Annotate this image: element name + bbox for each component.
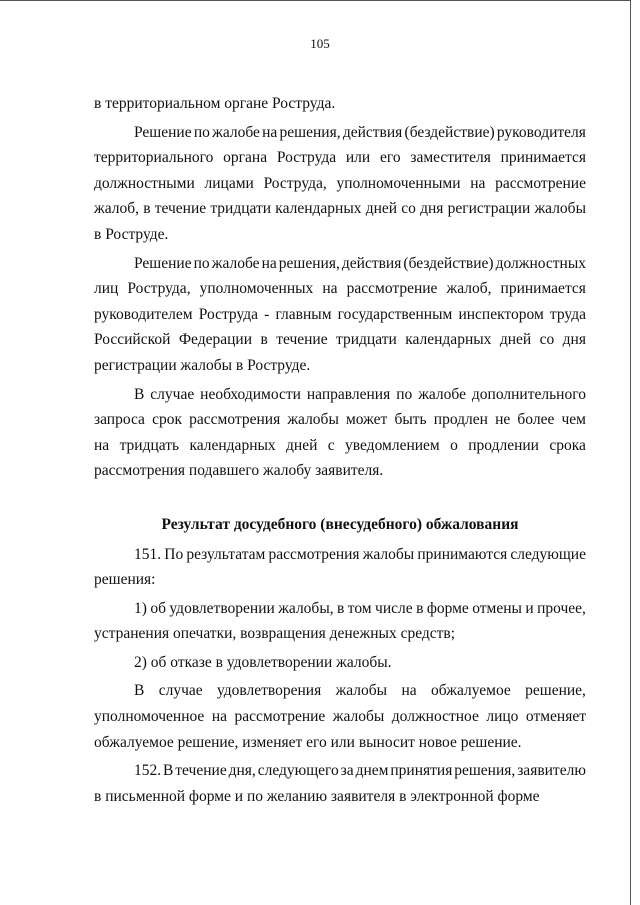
paragraph — [94, 251, 586, 379]
paragraph — [94, 596, 586, 647]
paragraph — [94, 542, 586, 593]
text-line: в территориальном органе Роструда. — [94, 95, 336, 112]
text-line: на тридцать календарных дней с уведомлением о продлении срока — [94, 436, 586, 454]
page-border-top — [0, 0, 630, 1]
paragraph — [94, 91, 586, 117]
text-line: жалоб, в течение тридцати календарных дней со дня регистрации жалобы — [94, 200, 586, 218]
text-line: В случае необходимости направления по жалобе дополнительного — [134, 385, 586, 403]
paragraph — [94, 758, 586, 809]
text-line: Российской Федерации в течение тридцати календарных дней со дня — [94, 331, 586, 349]
text-line: территориального органа Роструда или его заместителя принимается — [94, 149, 586, 167]
paragraph — [94, 120, 586, 248]
text-line: в Роструде. — [94, 225, 169, 243]
text-line: Решение по жалобе на решения, действия (бездействие) должностных — [134, 254, 586, 272]
page-number: 105 — [310, 36, 330, 51]
text-line: должностными лицами Роструда, уполномоченными на рассмотрение — [94, 174, 586, 192]
document-body — [94, 91, 586, 809]
text-line: 1) об удовлетворении жалобы, в том числе в форме отмены и прочее, — [134, 599, 586, 617]
text-line: решения: — [94, 571, 156, 589]
text-line: 152. В течение дня, следующего за днем принятия решения, заявителю — [134, 762, 586, 780]
text-line: регистрации жалобы в Роструде. — [94, 356, 311, 374]
text-line: лиц Роструда, уполномоченных на рассмотрение жалоб, принимается — [94, 280, 586, 298]
text-line: рассмотрения подавшего жалобу заявителя. — [94, 462, 384, 480]
section-heading: Результат досудебного (внесудебного) обжалования — [161, 515, 519, 533]
text-line: руководителем Роструда - главным государственным инспектором труда — [94, 305, 586, 323]
text-line: устранения опечатки, возвращения денежных средств; — [94, 625, 456, 643]
text-line: уполномоченное на рассмотрение жалобы должностное лицо отменяет — [94, 708, 586, 726]
page-border-right — [630, 0, 631, 905]
text-line: Решение по жалобе на решения, действия (бездействие) руководителя — [134, 123, 586, 141]
text-line: в письменной форме и по желанию заявителя в электронной форме — [94, 787, 540, 805]
paragraph — [94, 650, 586, 676]
text-line: 151. По результатам рассмотрения жалобы принимаются следующие — [134, 545, 586, 563]
text-line: В случае удовлетворения жалобы на обжалуемое решение, — [134, 682, 586, 700]
paragraph — [94, 382, 586, 484]
text-line: запроса срок рассмотрения жалобы может быть продлен не более чем — [94, 411, 586, 429]
paragraph — [94, 678, 586, 755]
text-line: 2) об отказе в удовлетворении жалобы. — [134, 653, 392, 671]
text-line: обжалуемое решение, изменяет его или выносит новое решение. — [94, 733, 522, 751]
